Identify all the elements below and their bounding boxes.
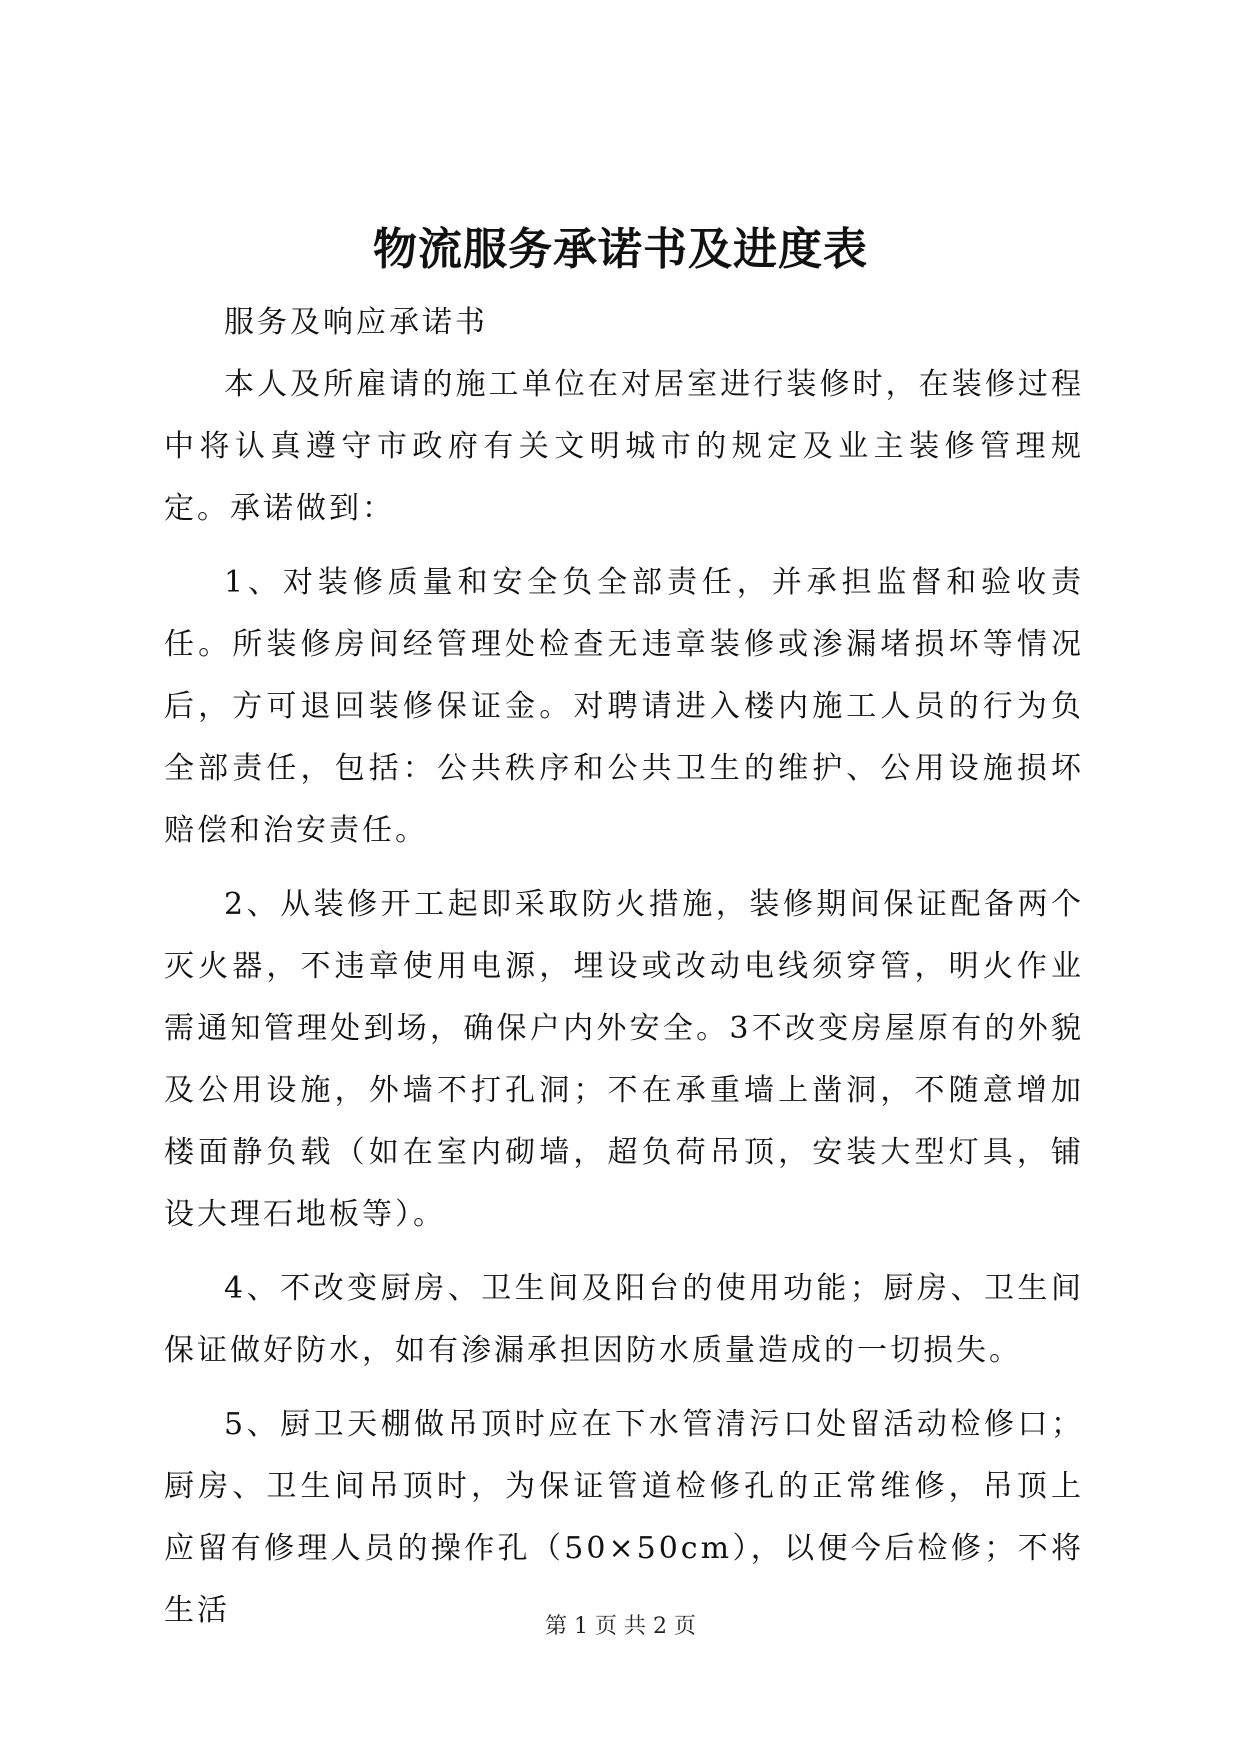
paragraph-intro: 本人及所雇请的施工单位在对居室进行装修时，在装修过程中将认真遵守市政府有关文明城市的规定及业主装修管理规定。承诺做到： [164, 367, 1084, 526]
paragraph-item-4: 4、不改变厨房、卫生间及阳台的使用功能；厨房、卫生间保证做好防水，如有渗漏承担因防水质量造成的一切损失。 [164, 1271, 1084, 1368]
paragraph-item-5: 5、厨卫天棚做吊顶时应在下水管清污口处留活动检修口；厨房、卫生间吊顶时，为保证管道检修孔的正常维修，吊顶上应留有修理人员的操作孔（50×50cm），以便今后检修；不将生活 [164, 1407, 1084, 1628]
section-heading: 服务及响应承诺书 [224, 305, 488, 340]
document-title: 物流服务承诺书及进度表 [373, 224, 868, 275]
document-body [164, 292, 1084, 1654]
page-footer: 第 1 页 共 2 页 [545, 1614, 696, 1639]
paragraph-item-1: 1、对装修质量和安全负全部责任，并承担监督和验收责任。所装修房间经管理处检查无违章装修或渗漏堵损坏等情况后，方可退回装修保证金。对聘请进入楼内施工人员的行为负全部责任，包括：公共秩序和公共卫生的维护、公用设施损坏赔偿和治安责任。 [164, 565, 1084, 848]
paragraph-item-2: 2、从装修开工起即采取防火措施，装修期间保证配备两个灭火器，不违章使用电源，埋设或改动电线须穿管，明火作业需通知管理处到场，确保户内外安全。3不改变房屋原有的外貌及公用设施，外墙不打孔洞；不在承重墙上凿洞，不随意增加楼面静负载（如在室内砌墙，超负荷吊顶，安装大型灯具，铺设大理石地板等）。 [164, 887, 1084, 1232]
